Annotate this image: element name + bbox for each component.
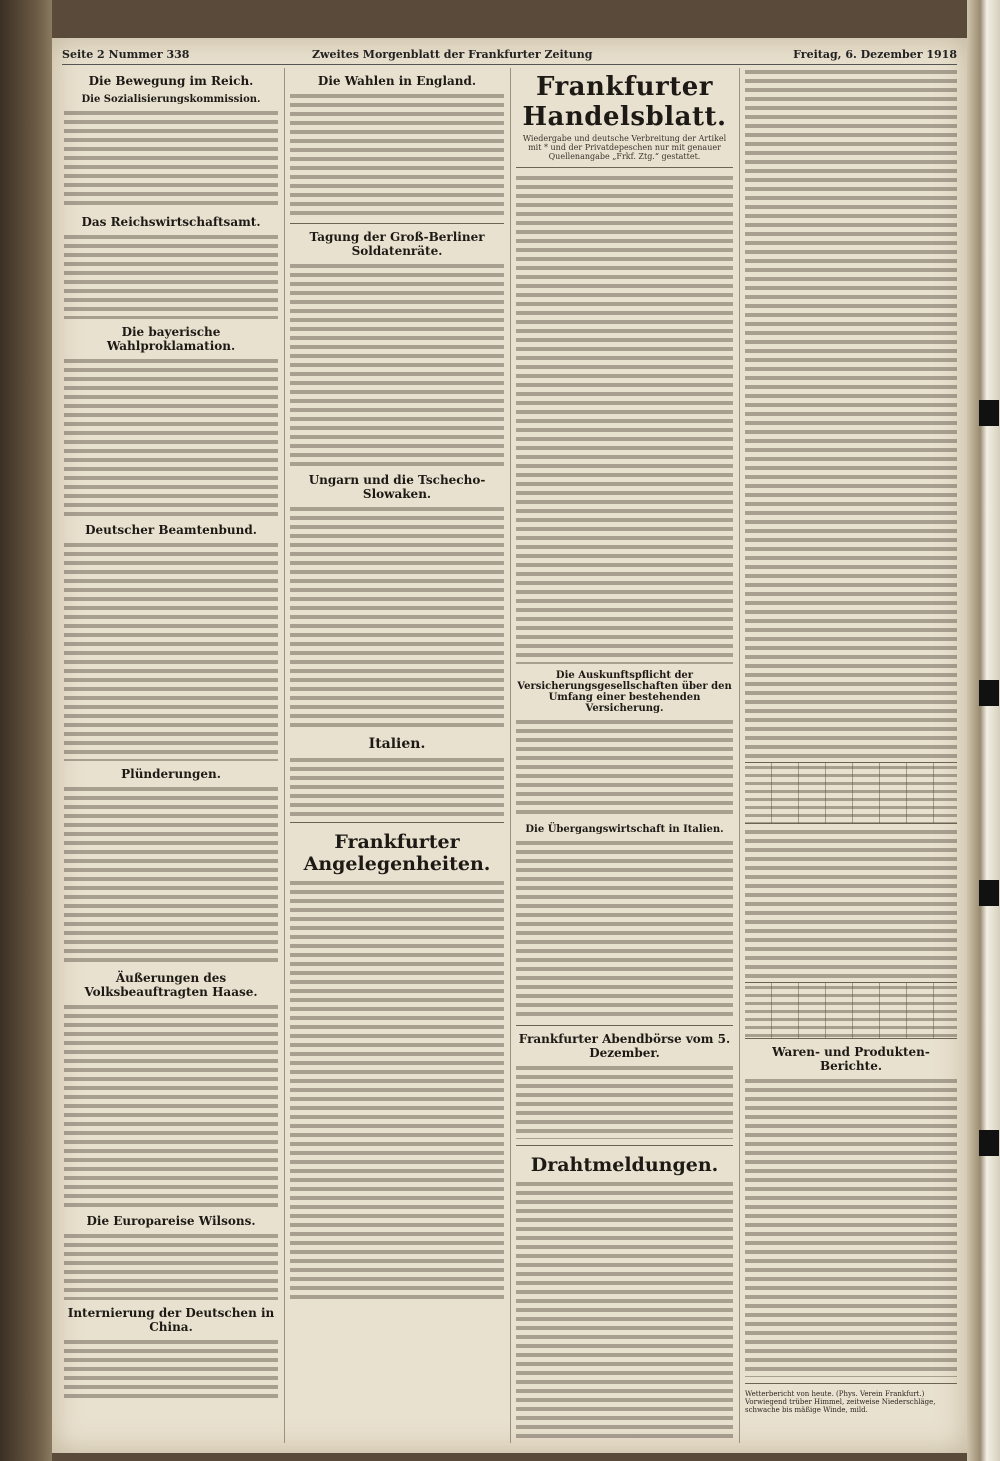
page-number: Seite 2 Nummer 338	[62, 48, 190, 61]
column-2	[290, 68, 504, 1443]
headline: Äußerungen des Volksbeauftragten Haase.	[84, 971, 258, 999]
divider	[516, 1145, 733, 1146]
article-text	[516, 174, 733, 664]
divider	[516, 1025, 733, 1026]
article-text	[290, 505, 504, 730]
article-text	[290, 92, 504, 217]
column-rule	[284, 68, 285, 1443]
headline: Ungarn und die Tschecho-Slowaken.	[308, 473, 486, 501]
weather-report: Wetterbericht von heute. (Phys. Verein Frankfurt.) Vorwiegend trüber Himmel, zeitweise Niederschläge, schwache bis mäßige Winde, mild.	[745, 1390, 936, 1414]
headline: Das Reichswirtschaftsamt.	[81, 215, 261, 229]
article-text	[290, 262, 504, 467]
headline: Deutscher Beamtenbund.	[85, 523, 257, 537]
article-text	[64, 1003, 278, 1208]
issue-date: Freitag, 6. Dezember 1918	[793, 48, 957, 61]
column-1	[64, 68, 278, 1443]
column-rule	[739, 68, 740, 1443]
headline: Die Übergangswirtschaft in Italien.	[525, 824, 724, 835]
headline: Die Auskunftspflicht der Versicherungsgesellschaften über den Umfang einer bestehenden Versicherung.	[517, 670, 732, 714]
section-title: Frankfurter Handelsblatt.	[522, 72, 727, 132]
article-text	[64, 233, 278, 319]
column-4	[745, 68, 957, 1443]
headline: Die Europareise Wilsons.	[86, 1214, 256, 1228]
headline: Internierung der Deutschen in China.	[67, 1306, 275, 1334]
headline: Italien.	[368, 736, 426, 752]
article-text	[64, 1338, 278, 1398]
article-text	[516, 1180, 733, 1443]
headline: Frankfurter Abendbörse vom 5. Dezember.	[518, 1032, 731, 1060]
headline: Die Bewegung im Reich.	[88, 74, 254, 88]
article-text	[290, 879, 504, 1299]
headline: Die bayerische Wahlproklamation.	[106, 325, 236, 353]
column-3	[516, 68, 733, 1443]
divider	[745, 1383, 957, 1384]
article-text	[516, 839, 733, 1019]
article-text	[516, 718, 733, 818]
divider	[290, 822, 504, 823]
next-page-edge	[967, 0, 1000, 1461]
masthead-line: Zweites Morgenblatt der Frankfurter Zeitung	[312, 48, 593, 61]
column-rule	[510, 68, 511, 1443]
article-text	[745, 1077, 957, 1377]
headline: Plünderungen.	[121, 767, 221, 781]
article-text	[745, 828, 957, 978]
article-text	[64, 1232, 278, 1300]
article-text	[64, 109, 278, 209]
newspaper-page	[52, 38, 967, 1453]
price-table	[745, 762, 957, 824]
article-text	[745, 68, 957, 758]
article-text	[516, 1064, 733, 1139]
headline: Tagung der Groß-Berliner Soldatenräte.	[309, 230, 485, 258]
article-text	[64, 357, 278, 517]
article-text	[64, 541, 278, 761]
headline: Waren- und Produkten-Berichte.	[772, 1045, 930, 1073]
divider	[516, 167, 733, 168]
subheadline: Die Sozialisierungskommission.	[81, 94, 261, 105]
section-title: Drahtmeldungen.	[530, 1154, 719, 1176]
page-header	[62, 46, 957, 65]
section-subtitle: Wiedergabe und deutsche Verbreitung der Artikel mit * und der Privatdepeschen nur mit genauer Quellenangabe „Frkf. Ztg.“ gestattet.	[522, 134, 727, 161]
page-gutter	[0, 0, 52, 1461]
divider	[290, 223, 504, 224]
price-table	[745, 982, 957, 1039]
article-text	[64, 785, 278, 965]
headline: Die Wahlen in England.	[317, 74, 477, 88]
article-text	[290, 756, 504, 816]
section-title: Frankfurter Angelegenheiten.	[303, 831, 491, 875]
